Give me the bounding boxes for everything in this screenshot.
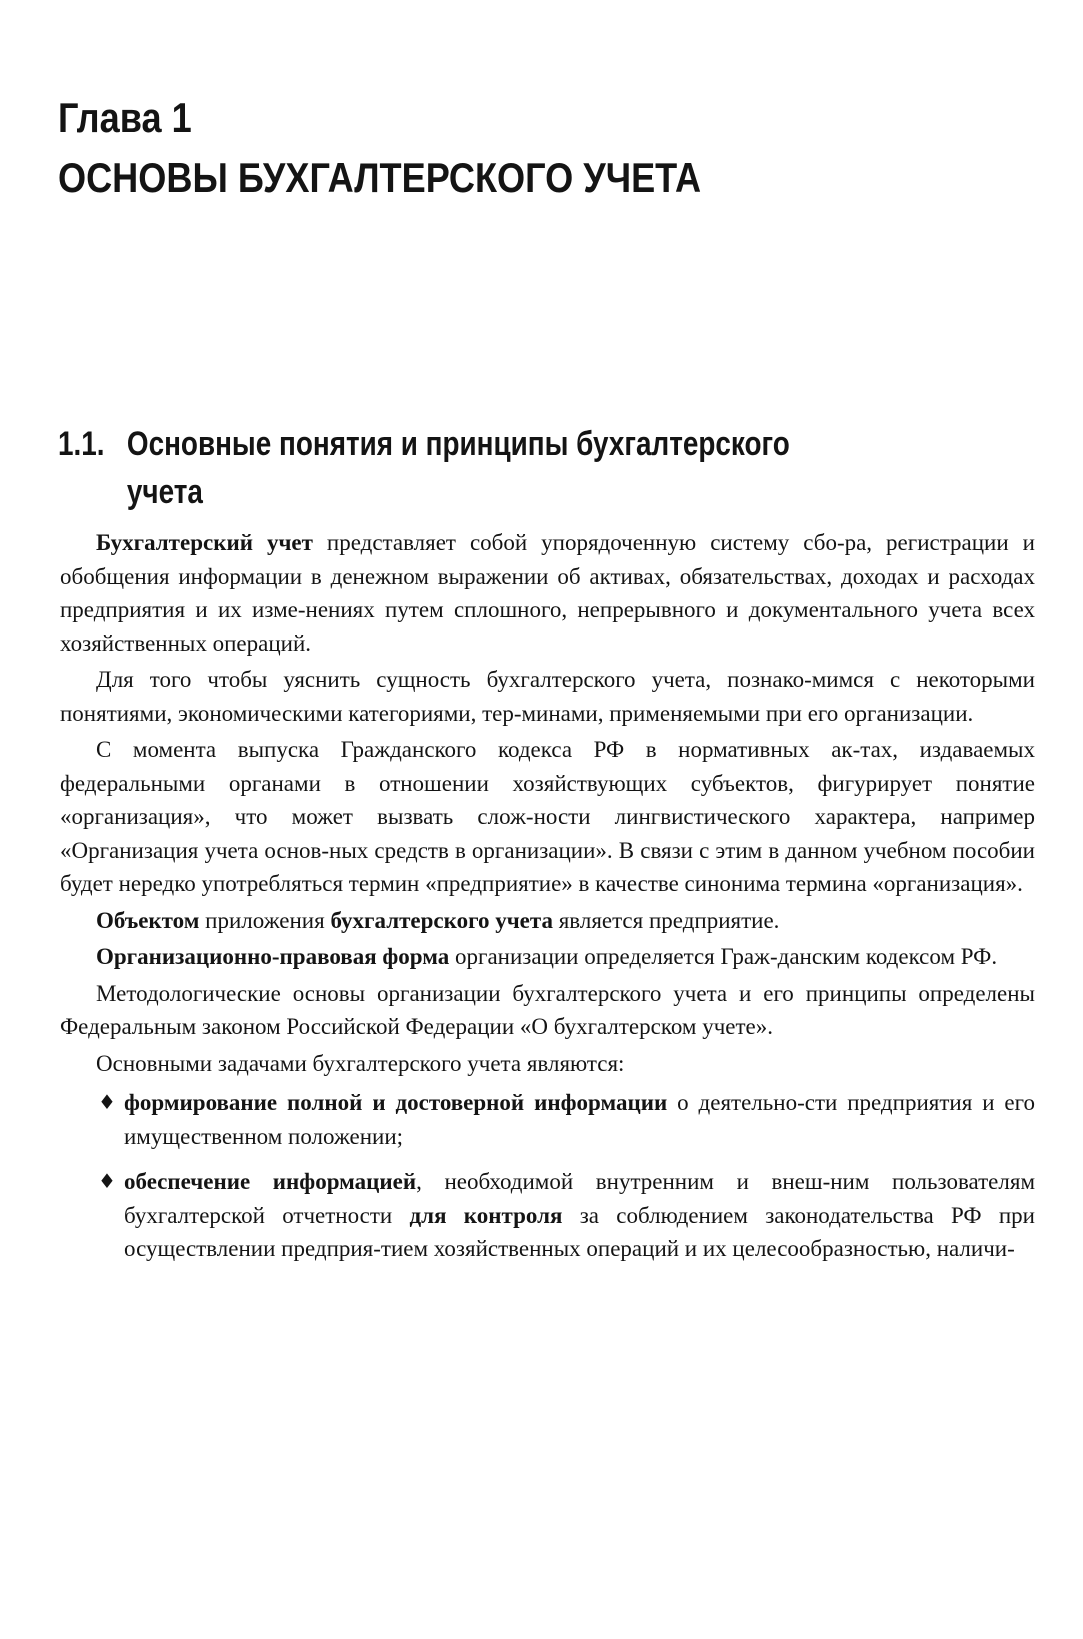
paragraph-text: приложения bbox=[199, 907, 331, 933]
term-accounting: Бухгалтерский учет bbox=[96, 530, 313, 555]
paragraph: Для того чтобы уяснить сущность бухгалтерского учета, познако-мимся с некоторыми понятиями, экономическими категориями, тер-минами, применяемыми при его организации. bbox=[60, 667, 1035, 726]
paragraph-legal-form bbox=[60, 940, 1035, 974]
task-list bbox=[60, 1086, 1035, 1266]
chapter-heading bbox=[58, 88, 901, 208]
paragraph: С момента выпуска Гражданского кодекса РФ в нормативных ак-тах, издаваемых федеральными органами в отношении хозяйствующих субъектов, фигурирует понятие «организация», что может вызвать слож-ности лингвистического характера, например «Организация учета основ-ных средств в организации». В связи с этим в данном учебном пособии будет нередко употребляться термин «предприятие» в качестве синонима термина «организация». bbox=[60, 737, 1035, 896]
paragraph-text: представляет собой упорядоченную систему сбо-ра, регистрации и обобщения информации в денежном выражении об активах, обязательствах, доходах и расходах предприятия и их изме-нениях путем сплошного, непрерывного и документального учета всех хозяйственных операций. bbox=[60, 530, 1035, 656]
body-text bbox=[60, 526, 1035, 1278]
diamond-bullet-icon: ♦ bbox=[98, 1090, 116, 1114]
paragraph-definition bbox=[60, 526, 1035, 660]
paragraph-text: является предприятие. bbox=[552, 907, 780, 933]
task-term: формирование полной и достоверной информации bbox=[124, 1090, 668, 1115]
term-legal-form: Организационно-правовая форма bbox=[96, 944, 450, 969]
chapter-title: ОСНОВЫ БУХГАЛТЕРСКОГО УЧЕТА bbox=[58, 154, 702, 201]
term-accounting-2: бухгалтерского учета bbox=[330, 907, 553, 933]
list-item bbox=[60, 1165, 1035, 1266]
task-text: о деятельно-сти предприятия и его имущественном положении; bbox=[124, 1090, 1035, 1149]
section-heading bbox=[58, 420, 927, 516]
diamond-bullet-icon: ♦ bbox=[98, 1169, 116, 1193]
paragraph-object bbox=[60, 904, 1035, 938]
paragraph-text: организации определяется Граж-данским кодексом РФ. bbox=[449, 944, 998, 969]
term-object: Объектом bbox=[96, 907, 200, 933]
section-title-line1: Основные понятия и принципы бухгалтерского bbox=[126, 425, 790, 463]
paragraph: Основными задачами бухгалтерского учета являются: bbox=[96, 1050, 625, 1076]
section-number: 1.1. bbox=[58, 425, 105, 463]
task-text: , необходимой внутренним и внеш-ним пользователям бухгалтерской отчетности bbox=[124, 1169, 1035, 1228]
chapter-label: Глава 1 bbox=[58, 94, 192, 141]
section-title-line2: учета bbox=[126, 473, 203, 511]
list-item bbox=[60, 1086, 1035, 1153]
task-text: за соблюдением законодательства РФ при осуществлении предприя-тием хозяйственных операций и их целесообразностью, наличи- bbox=[124, 1202, 1035, 1261]
task-term-control: для контроля bbox=[409, 1202, 563, 1228]
paragraph: Методологические основы организации бухгалтерского учета и его принципы определены Федеральным законом Российской Федерации «О бухгалтерском учете». bbox=[60, 980, 1035, 1039]
task-term: обеспечение информацией bbox=[124, 1169, 417, 1194]
